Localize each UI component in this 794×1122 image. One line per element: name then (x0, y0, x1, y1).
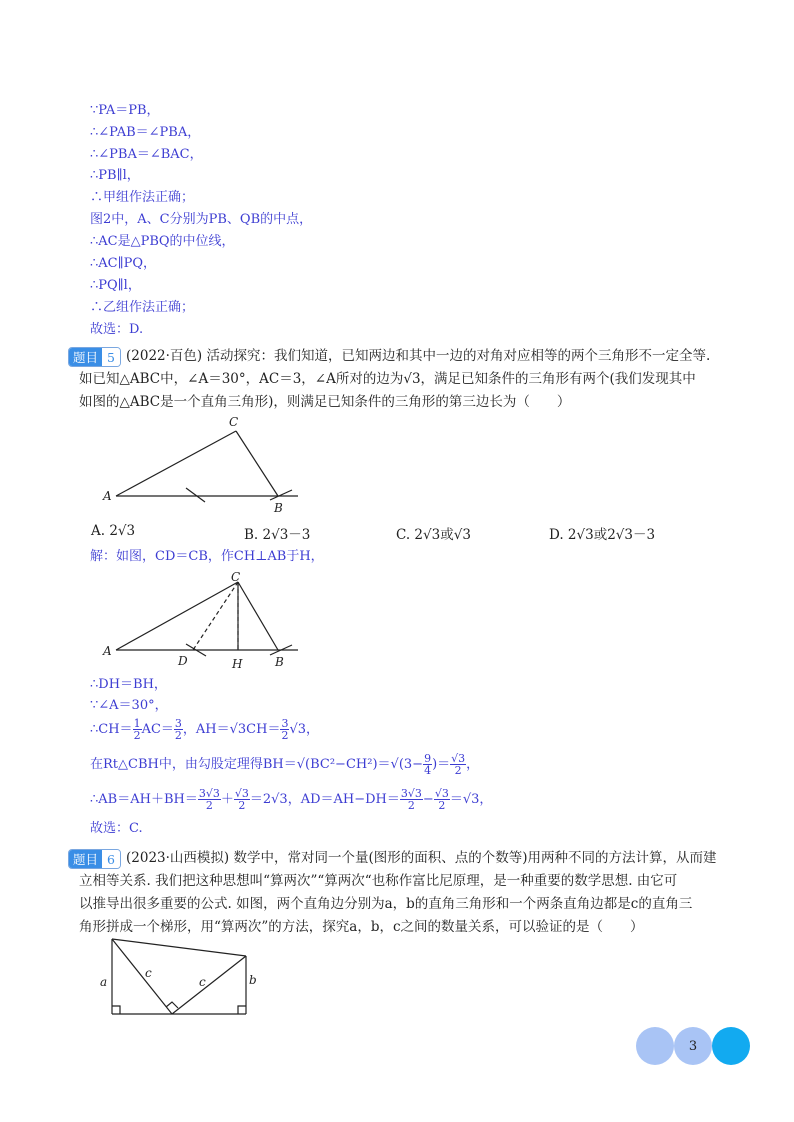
frac-num: 1 (133, 717, 141, 730)
q5-solution-line-1: 解：如图，CD＝CB，作CH⊥AB于H， (90, 549, 324, 564)
frac-num: √3 (451, 752, 466, 765)
option-d: D. 2√3或2√3－3 (549, 527, 656, 543)
q6-line-4: 角形拼成一个梯形，用“算两次”的方法，探究a，b，c之间的数量关系，可以验证的是（ ） (79, 919, 644, 935)
bh-tail: ， (466, 757, 480, 772)
solution-line-5: ∴甲组作法正确； (90, 190, 195, 205)
q5-line-2: 如已知△ABC中，∠A＝30°，AC＝3，∠A所对的边为√3，满足已知条件的三角形有两个(我们发现其中 (79, 371, 696, 387)
ab-text: ∴AB＝AH＋BH＝ (90, 792, 198, 807)
q5-solution-line-3: ∵∠A＝30°， (90, 698, 168, 713)
frac-num: 3√3 (198, 787, 220, 800)
minus: − (422, 792, 434, 807)
fig2-label-h: H (232, 657, 243, 671)
fig3-label-b: b (249, 973, 257, 987)
solution-line-11: 故选：D. (90, 322, 144, 337)
q5-solution-line-5 (90, 752, 479, 778)
q5-line-3: 如图的△ABC是一个直角三角形)，则满足已知条件的三角形的第三边长为（ ） (79, 394, 571, 410)
bh-eq: )＝ (432, 757, 451, 772)
frac-num: 9 (424, 752, 432, 765)
q6-line-3: 以推导出很多重要的公式. 如图，两个直角边分别为a，b的直角三角形和一个两条直角边都是c的直角三 (79, 896, 693, 912)
fraction-r3-half (450, 753, 466, 776)
solution-line-10: ∴乙组作法正确； (90, 300, 195, 315)
fig1-label-a: A (103, 489, 112, 503)
fig1-label-b: B (274, 501, 283, 515)
q6-line-1: (2023·山西模拟) 数学中，常对同一个量(图形的面积、点的个数等)用两种不同的方法计算，从而建 (126, 850, 717, 866)
q5-solution-line-4 (90, 717, 319, 743)
badge-number: 6 (102, 850, 120, 868)
fig3-label-a: a (100, 975, 108, 989)
solution-line-7: ∴AC是△PBQ的中位线， (90, 234, 235, 249)
bh-radical-2: ＝√(3− (377, 757, 424, 772)
frac-den: 4 (424, 764, 432, 777)
solution-line-2: ∴∠PAB＝∠PBA， (90, 125, 201, 140)
circle-left (636, 1027, 674, 1065)
ad-tail: ＝√3， (449, 792, 493, 807)
fraction-r3-half-2 (234, 788, 250, 811)
frac-den: 2 (133, 729, 141, 742)
frac-den: 2 (174, 729, 182, 742)
solution-line-8: ∴AC∥PQ， (90, 256, 157, 271)
frac-den: 2 (238, 799, 246, 812)
q5-line-1: (2022·百色) 活动探究：我们知道，已知两边和其中一边的对角对应相等的两个三角形不一定全等. (126, 348, 711, 364)
solution-line-9: ∴PQ∥l， (90, 278, 141, 293)
q5-solution-line-2: ∴DH＝BH， (90, 677, 167, 692)
ah-tail: √3， (289, 722, 320, 737)
fraction-3r3-half-2 (400, 788, 423, 811)
fig2-label-a: A (103, 644, 112, 658)
page-number-decoration (636, 1027, 752, 1065)
solution-line-1: ∵PA＝PB， (90, 103, 160, 118)
fig2-label-c: C (231, 570, 241, 584)
fraction-3r3-half (198, 788, 221, 811)
fig3-label-c1: c (145, 966, 152, 980)
fraction-r3-half-3 (434, 788, 450, 811)
frac-num: √3 (234, 787, 249, 800)
fig2-label-d: D (178, 654, 188, 668)
frac-den: 2 (407, 799, 415, 812)
circle-right (712, 1027, 750, 1065)
ad-text: ＝2√3，AD＝AH−DH＝ (249, 792, 400, 807)
frac-num: 3√3 (400, 787, 422, 800)
q6-line-2: 立相等关系. 我们把这种思想叫“算两次”“算两次“也称作富比尼原理，是一种重要的数学思想. 由它可 (79, 873, 678, 889)
q5-solution-line-6 (90, 787, 492, 813)
ah-eq-text: ，AH＝√3CH＝ (182, 722, 281, 737)
option-a: A. 2√3 (91, 523, 136, 539)
frac-den: 2 (281, 729, 289, 742)
fraction-half (133, 718, 142, 741)
badge-label: 题目 (69, 348, 102, 366)
bh-text: 在Rt△CBH中，由勾股定理得BH＝ (90, 757, 297, 772)
solution-line-6: 图2中，A、C分别为PB、QB的中点， (90, 212, 313, 227)
frac-den: 2 (205, 799, 213, 812)
frac-num: 3 (174, 717, 182, 730)
ch-eq-text: ∴CH＝ (90, 722, 133, 737)
page-number: 3 (674, 1027, 712, 1065)
option-b: B. 2√3－3 (244, 527, 311, 543)
fig3-label-c2: c (199, 975, 206, 989)
plus: ＋ (220, 792, 234, 807)
ac-eq-text: AC＝ (141, 722, 174, 737)
question-badge-6 (68, 849, 121, 869)
frac-den: 2 (438, 799, 446, 812)
fraction-nine-fourths (423, 753, 432, 776)
frac-num: √3 (434, 787, 449, 800)
fig2-label-b: B (275, 655, 284, 669)
badge-label: 题目 (69, 850, 102, 868)
q5-solution-line-7: 故选：C. (90, 821, 143, 836)
badge-number: 5 (102, 348, 120, 366)
bh-radical: √(BC²−CH²) (296, 757, 378, 772)
frac-den: 2 (454, 764, 462, 777)
fraction-three-halves (174, 718, 183, 741)
option-c: C. 2√3或√3 (396, 527, 471, 543)
fig1-label-c: C (229, 415, 239, 429)
solution-line-4: ∴PB∥l， (90, 168, 140, 183)
solution-line-3: ∴∠PBA＝∠BAC， (90, 147, 203, 162)
frac-num: 3 (281, 717, 289, 730)
